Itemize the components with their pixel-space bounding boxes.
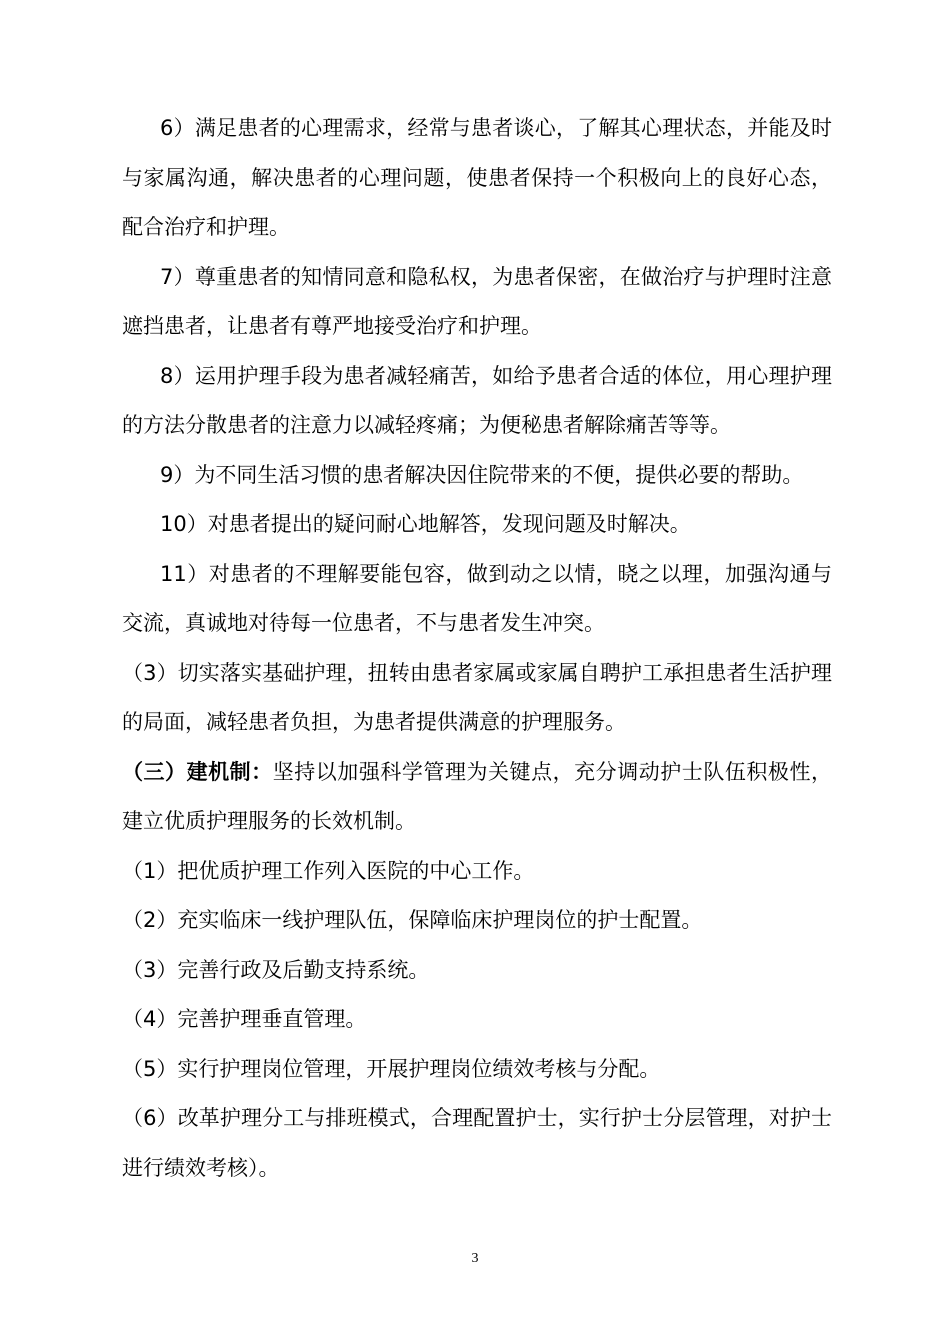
paragraph-item-6: 6）满足患者的心理需求，经常与患者谈心，了解其心理状态，并能及时与家属沟通，解决患者的心理问题，使患者保持一个积极向上的良好心态，配合治疗和护理。 xyxy=(122,116,832,239)
section-3-paragraph xyxy=(122,748,832,847)
paragraph-item-7: 7）尊重患者的知情同意和隐私权，为患者保密，在做治疗与护理时注意遮挡患者，让患者有尊严地接受治疗和护理。 xyxy=(122,264,832,338)
mechanism-item-3: （3）完善行政及后勤支持系统。 xyxy=(122,957,430,982)
section-3-heading: （三）建机制： xyxy=(122,759,273,784)
mechanism-item-6: （6）改革护理分工与排班模式，合理配置护士，实行护士分层管理，对护士进行绩效考核）。 xyxy=(122,1106,832,1180)
mechanism-item-5: （5）实行护理岗位管理，开展护理岗位绩效考核与分配。 xyxy=(122,1056,661,1081)
paragraph-item-8: 8）运用护理手段为患者减轻痛苦，如给予患者合适的体位，用心理护理的方法分散患者的注意力以减轻疼痛；为便秘患者解除痛苦等等。 xyxy=(122,363,832,437)
page-number: 3 xyxy=(471,1251,479,1266)
mechanism-item-1: （1）把优质护理工作列入医院的中心工作。 xyxy=(122,858,535,883)
paragraph-item-11: 11）对患者的不理解要能包容，做到动之以情，晓之以理，加强沟通与交流，真诚地对待每一位患者，不与患者发生冲突。 xyxy=(122,561,832,635)
document-body xyxy=(122,104,832,1193)
mechanism-item-2: （2）充实临床一线护理队伍，保障临床护理岗位的护士配置。 xyxy=(122,908,703,932)
section-3-text: 坚持以加强科学管理为关键点，充分调动护士队伍积极性，建立优质护理服务的长效机制。 xyxy=(122,759,832,833)
paragraph-item-10: 10）对患者提出的疑问耐心地解答，发现问题及时解决。 xyxy=(160,512,691,536)
paragraph-basic-care: （3）切实落实基础护理，扭转由患者家属或家属自聘护工承担患者生活护理的局面，减轻患者负担，为患者提供满意的护理服务。 xyxy=(122,660,832,734)
paragraph-item-9: 9）为不同生活习惯的患者解决因住院带来的不便，提供必要的帮助。 xyxy=(160,462,804,487)
mechanism-item-4: （4）完善护理垂直管理。 xyxy=(122,1007,367,1031)
